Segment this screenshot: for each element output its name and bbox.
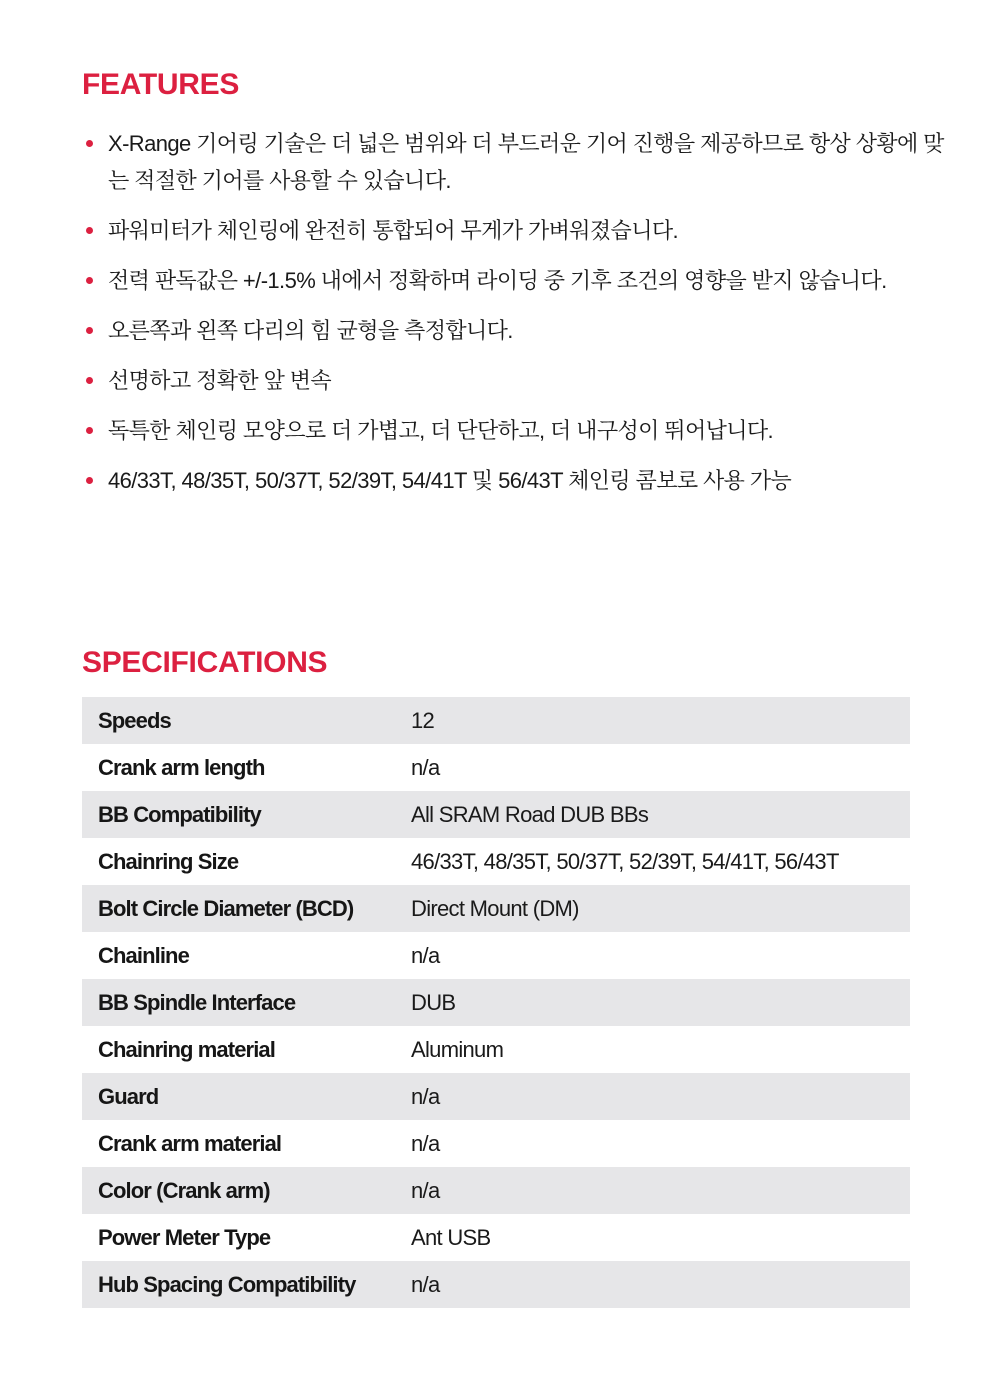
feature-text: 파워미터가 체인링에 완전히 통합되어 무게가 가벼워졌습니다. (108, 218, 679, 243)
spec-row (82, 1261, 910, 1308)
spec-value: All SRAM Road DUB BBs (411, 801, 649, 827)
bullet-dot-icon (86, 477, 93, 484)
feature-item (82, 212, 952, 249)
feature-item (82, 412, 952, 449)
spec-value: n/a (411, 942, 440, 968)
spec-value: n/a (411, 1130, 440, 1156)
bullet-dot-icon (86, 327, 93, 334)
bullet-dot-icon (86, 227, 93, 234)
feature-item (82, 125, 952, 199)
spec-label: Bolt Circle Diameter (BCD) (98, 895, 354, 921)
spec-label: Chainring material (98, 1036, 275, 1062)
features-list (82, 125, 952, 512)
spec-label: Hub Spacing Compatibility (98, 1271, 356, 1297)
spec-value: Aluminum (411, 1036, 504, 1062)
spec-value: 12 (411, 707, 435, 733)
feature-item (82, 312, 952, 349)
spec-label: Crank arm material (98, 1130, 282, 1156)
spec-value: n/a (411, 754, 440, 780)
spec-row (82, 697, 910, 744)
spec-label: BB Spindle Interface (98, 989, 296, 1015)
spec-value: n/a (411, 1271, 440, 1297)
feature-text: 오른쪽과 왼쪽 다리의 힘 균형을 측정합니다. (108, 318, 513, 343)
spec-label: Crank arm length (98, 754, 265, 780)
feature-text: 선명하고 정확한 앞 변속 (108, 368, 332, 393)
feature-item (82, 362, 952, 399)
spec-label: Chainline (98, 942, 189, 968)
spec-row (82, 885, 910, 932)
spec-row (82, 1167, 910, 1214)
feature-text: 46/33T, 48/35T, 50/37T, 52/39T, 54/41T 및 56/43T 체인링 콤보로 사용 가능 (108, 468, 792, 493)
spec-label: Speeds (98, 707, 171, 733)
feature-text: 독특한 체인링 모양으로 더 가볍고, 더 단단하고, 더 내구성이 뛰어납니다. (108, 418, 774, 443)
feature-item (82, 262, 952, 299)
spec-row (82, 1073, 910, 1120)
spec-row (82, 979, 910, 1026)
spec-value: Direct Mount (DM) (411, 895, 579, 921)
bullet-dot-icon (86, 277, 93, 284)
feature-item (82, 462, 952, 499)
spec-row (82, 838, 910, 885)
bullet-dot-icon (86, 377, 93, 384)
spec-row (82, 1026, 910, 1073)
spec-value: 46/33T, 48/35T, 50/37T, 52/39T, 54/41T, 56/43T (411, 848, 839, 874)
spec-label: BB Compatibility (98, 801, 261, 827)
spec-row (82, 1214, 910, 1261)
spec-row (82, 932, 910, 979)
spec-value: Ant USB (411, 1224, 491, 1250)
spec-value: n/a (411, 1177, 440, 1203)
feature-text: X-Range 기어링 기술은 더 넓은 범위와 더 부드러운 기어 진행을 제공하므로 항상 상황에 맞는 적절한 기어를 사용할 수 있습니다. (108, 131, 944, 193)
spec-label: Chainring Size (98, 848, 239, 874)
spec-value: n/a (411, 1083, 440, 1109)
spec-label: Guard (98, 1083, 159, 1109)
features-title: FEATURES (82, 68, 240, 101)
spec-value: DUB (411, 989, 456, 1015)
spec-row (82, 791, 910, 838)
spec-row (82, 1120, 910, 1167)
bullet-dot-icon (86, 427, 93, 434)
specifications-table (82, 697, 910, 1308)
feature-text: 전력 판독값은 +/-1.5% 내에서 정확하며 라이딩 중 기후 조건의 영향을 받지 않습니다. (108, 268, 887, 293)
spec-row (82, 744, 910, 791)
spec-label: Power Meter Type (98, 1224, 271, 1250)
spec-label: Color (Crank arm) (98, 1177, 270, 1203)
specifications-title: SPECIFICATIONS (82, 646, 328, 679)
bullet-dot-icon (86, 140, 93, 147)
